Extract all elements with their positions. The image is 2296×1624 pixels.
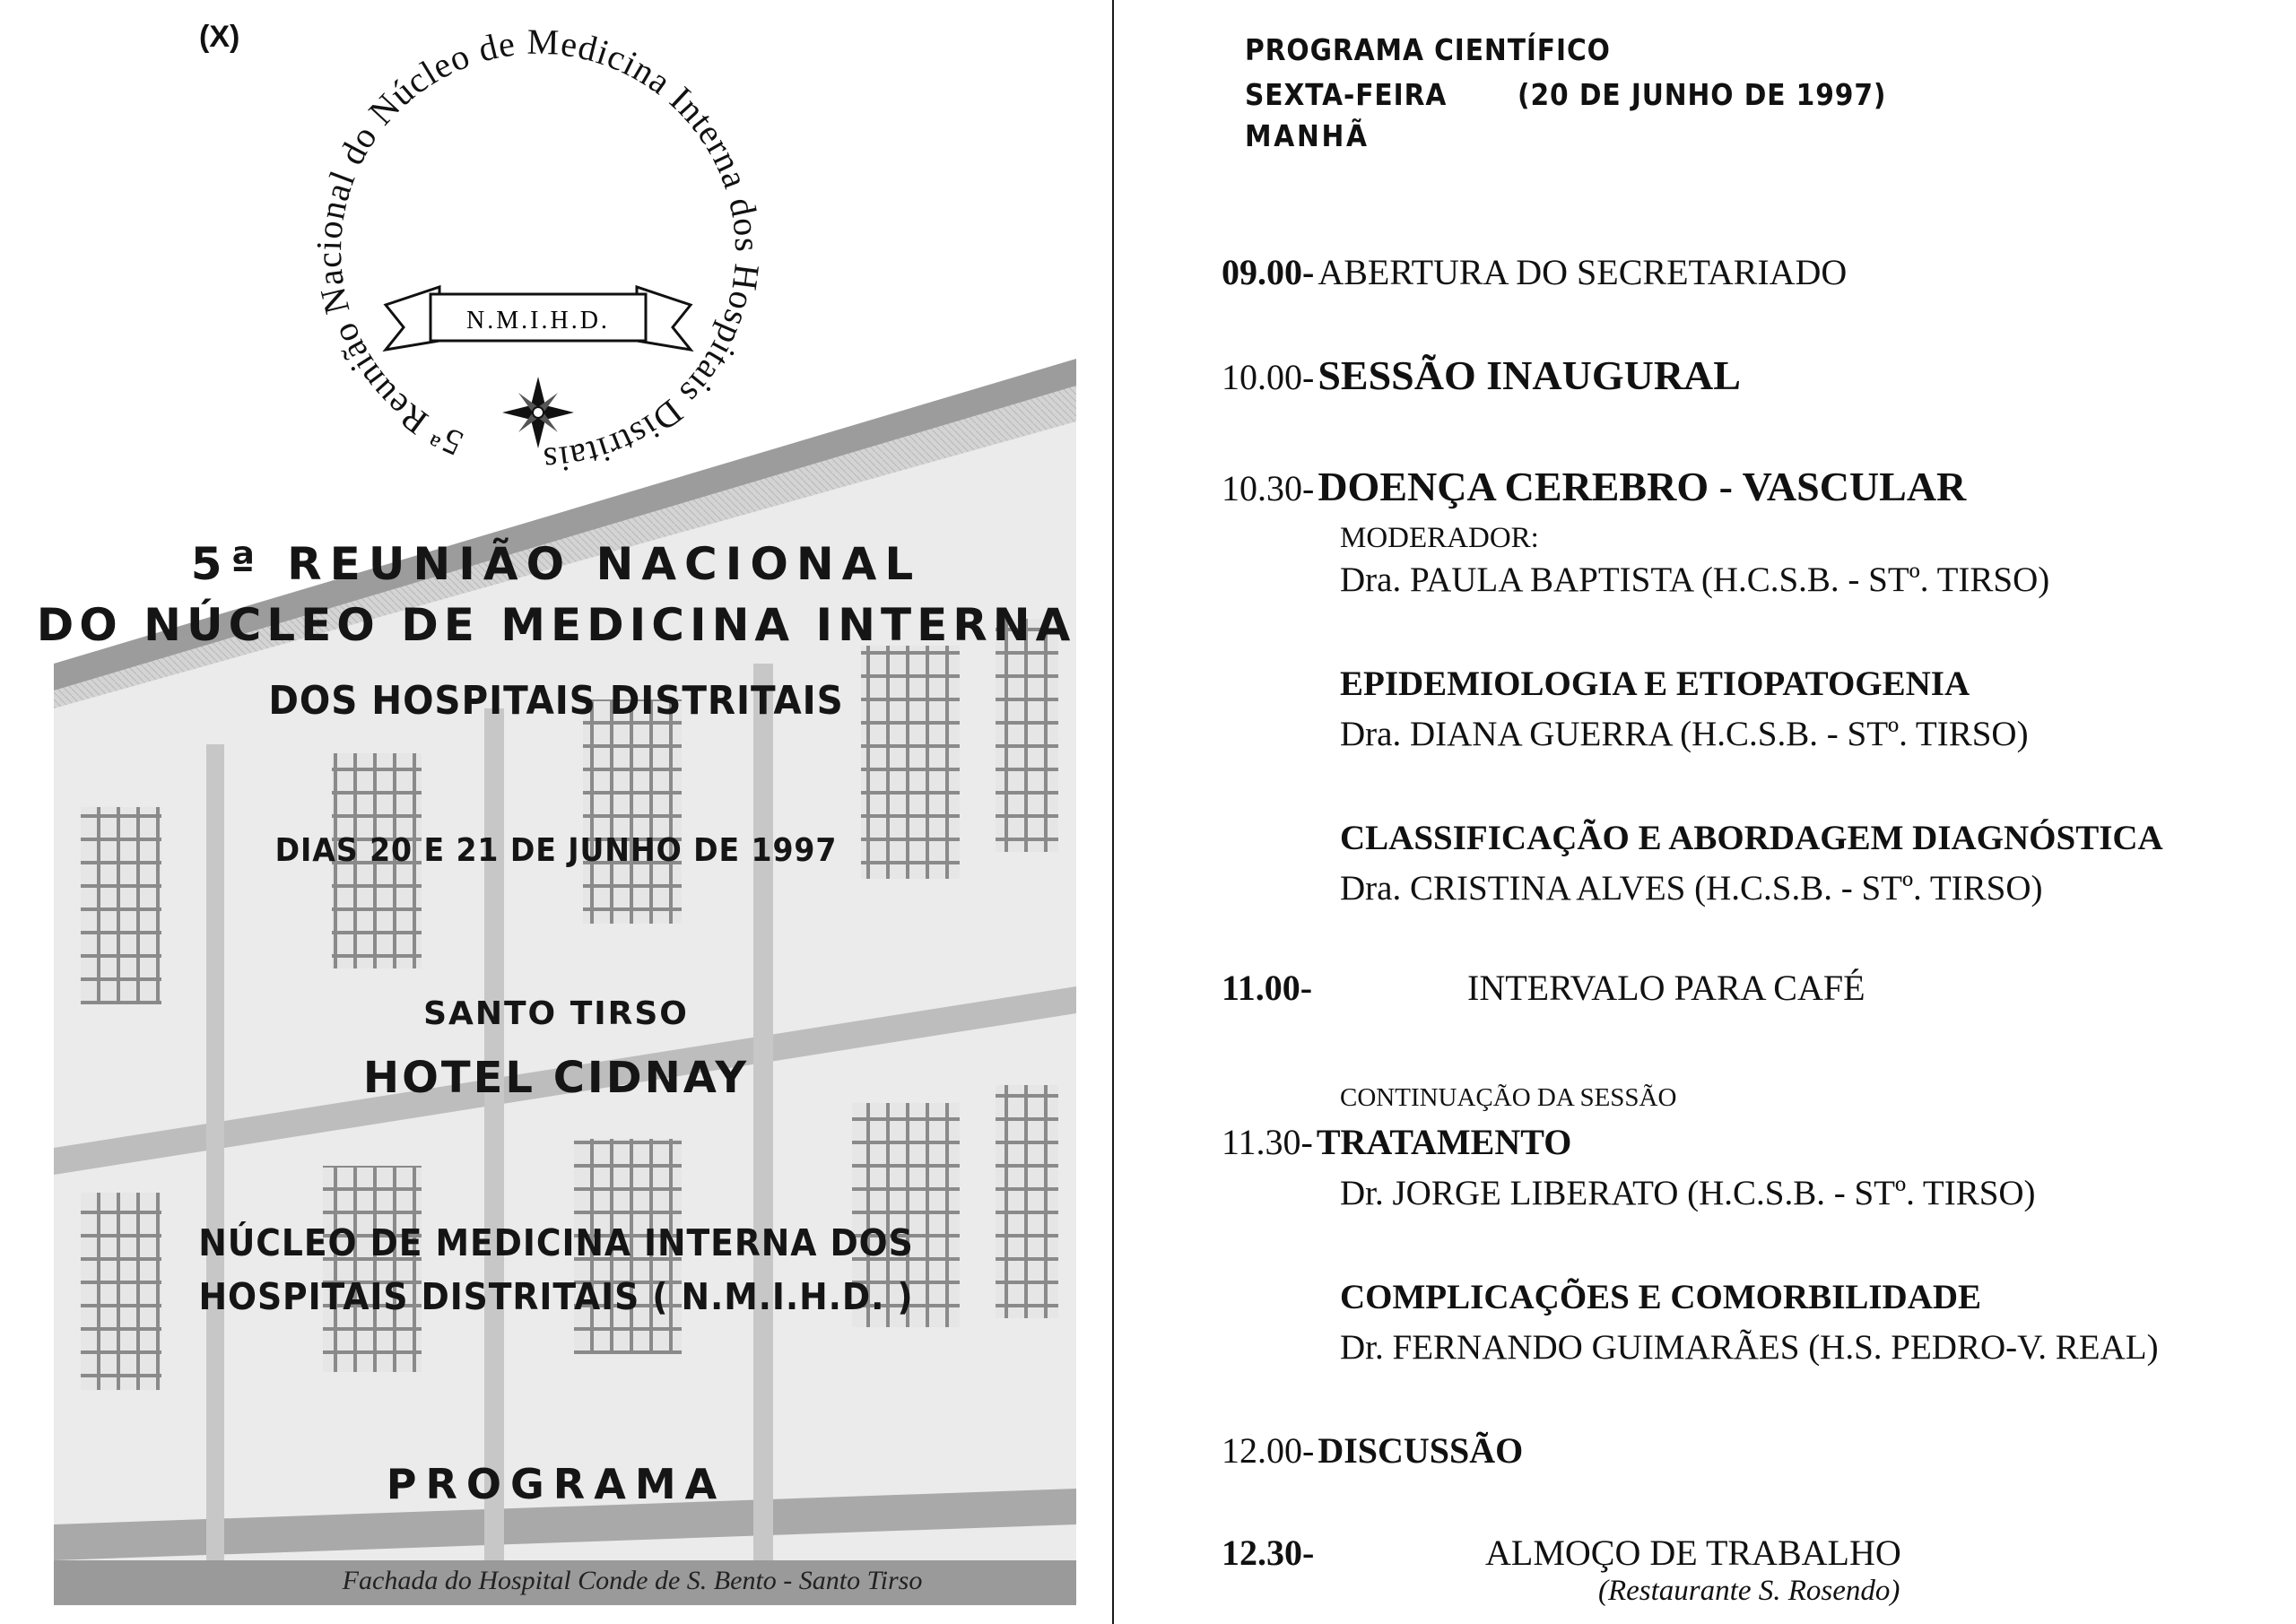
talk-speaker: Dr. JORGE LIBERATO (H.C.S.B. - STº. TIRSO): [1340, 1174, 2036, 1212]
program-page: [1114, 0, 2296, 1624]
talk-title: EPIDEMIOLOGIA E ETIOPATOGENIA: [1340, 664, 1970, 703]
schedule-item: [1222, 1532, 1901, 1574]
schedule-time: 12.00-: [1222, 1430, 1315, 1471]
moderator-label: MODERADOR:: [1340, 522, 1539, 554]
schedule-item: [1222, 463, 1966, 510]
schedule-time: 11.30-: [1222, 1122, 1313, 1162]
talk-speaker: Dra. CRISTINA ALVES (H.C.S.B. - STº. TIRSO): [1340, 869, 2043, 908]
schedule-title: SESSÃO INAUGURAL: [1318, 352, 1741, 398]
schedule-title: DISCUSSÃO: [1318, 1430, 1524, 1471]
program-header-period: MANHÃ: [1245, 118, 1370, 153]
cover-organizer-line-1: NÚCLEO DE MEDICINA INTERNA DOS: [198, 1221, 914, 1264]
compass-star-icon: [502, 377, 574, 448]
talk-title: CLASSIFICAÇÃO E ABORDAGEM DIAGNÓSTICA: [1340, 819, 2163, 857]
schedule-item: [1222, 251, 1847, 293]
program-header-day: SEXTA-FEIRA: [1245, 77, 1448, 112]
schedule-title: TRATAMENTO: [1316, 1122, 1572, 1162]
program-header-date: (20 DE JUNHO DE 1997): [1518, 77, 1887, 112]
moderator-name: Dra. PAULA BAPTISTA (H.C.S.B. - STº. TIRSO): [1340, 560, 2050, 599]
document-mark: (X): [199, 20, 240, 54]
schedule-item: [1222, 1429, 1523, 1472]
cover-title-line-2: DO NÚCLEO DE MEDICINA INTERNA: [36, 599, 1076, 651]
schedule-item: [1222, 1121, 1571, 1163]
talk-speaker: Dra. DIANA GUERRA (H.C.S.B. - STº. TIRSO): [1340, 715, 2029, 753]
schedule-item: [1222, 967, 1866, 1009]
program-header-title: PROGRAMA CIENTÍFICO: [1245, 32, 1611, 67]
cover-organizer-line-2: HOSPITAIS DISTRITAIS ( N.M.I.H.D. ): [198, 1275, 914, 1318]
cover-title-line-3: DOS HOSPITAIS DISTRITAIS: [268, 678, 844, 724]
schedule-time: 10.00-: [1222, 357, 1315, 397]
schedule-time: 10.30-: [1222, 468, 1315, 508]
talk-title: COMPLICAÇÕES E COMORBILIDADE: [1340, 1278, 1982, 1316]
schedule-time: 11.00-: [1222, 968, 1313, 1008]
seal-emblem: [287, 18, 789, 484]
schedule-title: DOENÇA CEREBRO - VASCULAR: [1318, 464, 1967, 509]
photo-caption: Fachada do Hospital Conde de S. Bento - Santo Tirso: [342, 1566, 923, 1595]
seal-banner: [386, 287, 691, 350]
session-continuation: CONTINUAÇÃO DA SESSÃO: [1340, 1083, 1677, 1112]
schedule-time: 09.00-: [1222, 252, 1315, 292]
cover-dates: DIAS 20 E 21 DE JUNHO DE 1997: [274, 832, 838, 869]
cover-city: SANTO TIRSO: [423, 995, 689, 1032]
seal-banner-text: N.M.I.H.D.: [466, 307, 610, 334]
lunch-location: (Restaurante S. Rosendo): [1598, 1575, 1900, 1607]
cover-title-line-1: 5ª REUNIÃO NACIONAL: [190, 538, 922, 590]
seal-ring-text: 5ª Reunião Nacional do Núcleo de Medicina Interna dos Hospitais Distritais: [308, 21, 769, 482]
talk-speaker: Dr. FERNANDO GUIMARÃES (H.S. PEDRO-V. REAL): [1340, 1328, 2159, 1367]
schedule-title: INTERVALO PARA CAFÉ: [1467, 968, 1866, 1008]
schedule-title: ALMOÇO DE TRABALHO: [1485, 1533, 1901, 1573]
cover-program-label: PROGRAMA: [386, 1460, 726, 1508]
cover-venue: HOTEL CIDNAY: [362, 1053, 750, 1103]
cover-page: [0, 0, 1112, 1624]
schedule-title: ABERTURA DO SECRETARIADO: [1318, 252, 1848, 292]
schedule-item: [1222, 352, 1741, 399]
schedule-time: 12.30-: [1222, 1533, 1315, 1573]
